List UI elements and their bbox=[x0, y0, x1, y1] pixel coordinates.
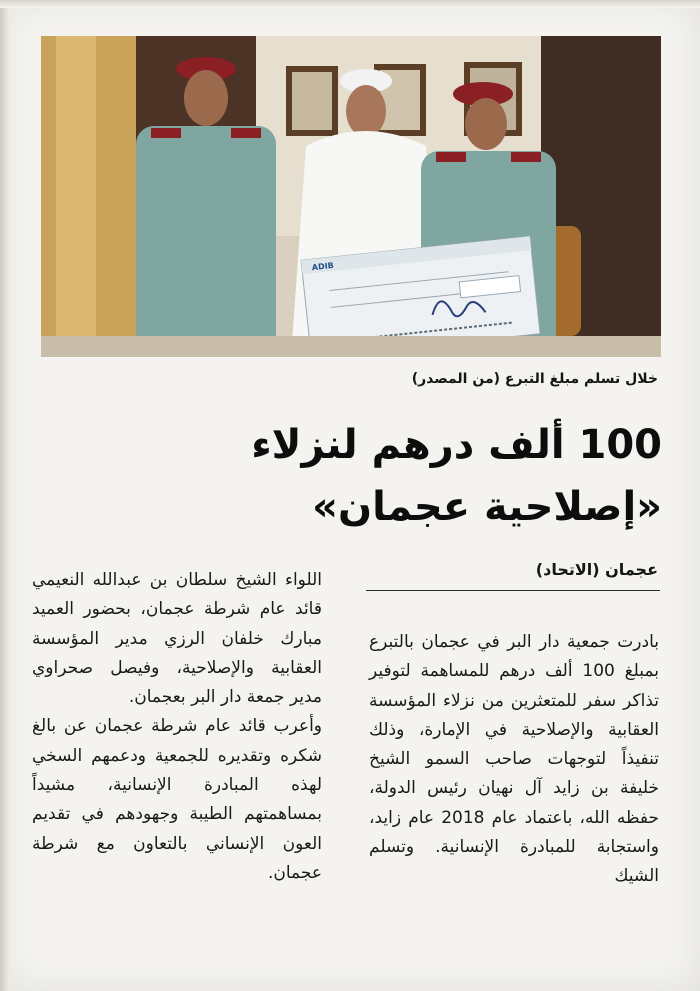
byline-divider bbox=[366, 590, 660, 591]
article-column-left bbox=[32, 566, 322, 888]
photo-illustration bbox=[41, 36, 661, 357]
photo-caption: خلال تسلم مبلغ التبرع (من المصدر) bbox=[411, 371, 658, 387]
article-headline: 100 ألف درهم لنزلاء «إصلاحية عجمان» bbox=[251, 422, 662, 530]
article-photo bbox=[41, 36, 661, 357]
page-edge-shadow bbox=[0, 0, 10, 991]
cheque-bank-label: ADIB bbox=[311, 260, 335, 273]
article-byline: عجمان (الاتحاد) bbox=[535, 560, 658, 579]
article-paragraph: وأعرب قائد عام شرطة عجمان عن بالغ شكره وتقديره للجمعية ودعمهم السخي لهذه المبادرة الإنسانية، مشيداً بمساهمتهم الطيبة وجهودهم في تقديم العون الإنساني بالتعاون مع شرطة عجمان. bbox=[32, 716, 322, 883]
article-paragraph: بادرت جمعية دار البر في عجمان بالتبرع بمبلغ 100 ألف درهم للمساهمة لتوفير تذاكر سفر للمتعثرين من نزلاء المؤسسة العقابية والإصلاحية في الإمارة، وذلك تنفيذاً لتوجهات صاحب السمو الشيخ خليفة بن زايد آل نهيان رئيس الدولة، حفظه الله، باعتماد عام 2018 عام زايد، واستجابة للمبادرة الإنسانية. وتسلم الشيك bbox=[369, 632, 660, 887]
page-edge-shadow-top bbox=[0, 0, 700, 8]
article-column-right bbox=[369, 628, 659, 892]
article-paragraph: اللواء الشيخ سلطان بن عبدالله النعيمي قائد عام شرطة عجمان، بحضور العميد مبارك خلفان الرزي مدير المؤسسة العقابية والإصلاحية، وفيصل صحراوي مدير جمعة دار البر بعجمان. bbox=[32, 570, 322, 708]
